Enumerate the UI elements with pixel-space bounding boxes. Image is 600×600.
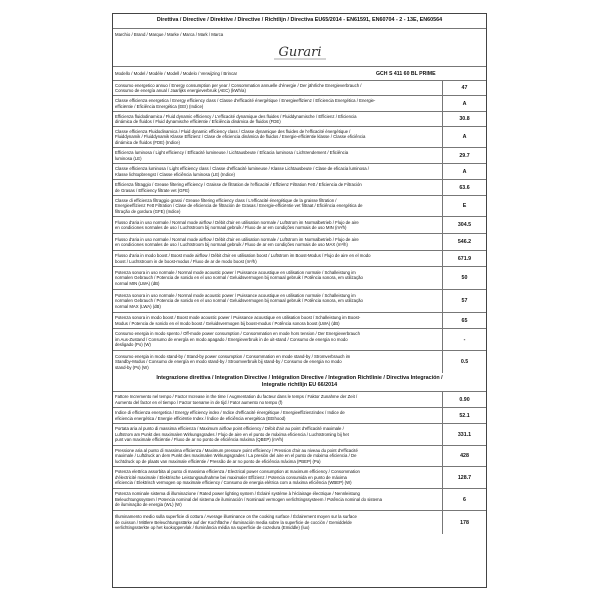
row-label-line: Efficienza luminosa / Light efficiency / Efficacité lumineuse / Lichtausbeute / Eficacia luminosa / Lichtrendement / Eficiência (115, 150, 349, 155)
row-label-line: Aumento del factor en el tiempo / Factor toename in de tijd / Fator aumento no tempo (f) (115, 399, 283, 405)
row-value: 65 (461, 317, 468, 324)
row-label-line: Portata aria al punto di massima efficienza / Maximum airflow point efficiency / Débit d'air au point d'efficacité maximale / (115, 426, 344, 432)
row-label-line: im Aus-Zustand / Consumo de energía en modo apagado / Energieverbruik in de uit-stand / Consumo de energia no modo (115, 336, 348, 342)
row-label (113, 127, 443, 147)
row-label-line: Fattore Incremento nel tempo / Factor Increase in the time / Augmentation du facteur dans le temps / Faktor Zunahme der Zeit / (115, 394, 358, 399)
row-label (113, 424, 443, 445)
row-label-line: Modus / Potencia de sonido en el modo boost / Geluidsvermogen bij boost-modus / Potência sonora boost (LWA) (dB) (115, 320, 340, 326)
row-label-line: normal MIN (LWA) (dB) (115, 280, 160, 286)
row-value: 546.2 (457, 239, 472, 245)
row-label-line: stand-by (Ps) (W) (115, 364, 149, 370)
data-row (113, 234, 486, 251)
data-row (113, 424, 486, 446)
row-label-line: Energieeffizienz Fett Filtration / Clase de eficiencia de filtración de Grasas / Energie-efficiëntie vet filtraat / Eficiência energética de (115, 203, 363, 209)
row-value: 0.90 (459, 396, 470, 403)
row-value: A (462, 100, 467, 107)
row-label (113, 489, 443, 510)
row-label-line: Flusso d'aria in modo boost / Boost mode airflow / Débit d'air en utilisation boost / Luftstrom im Boost-Modus / Flujo de aire en el modo (115, 253, 371, 258)
row-label-line: desligado (Po) (W) (115, 342, 151, 348)
row-label-line: Flusso d'aria in uso normale / Normal mode airflow / Débit d'air en utilisation normale / Luftstrom im Normalbetrieb / Flujo de aire (115, 236, 359, 242)
row-label (113, 267, 443, 289)
row-value: 304.5 (457, 222, 472, 228)
data-row (113, 96, 486, 112)
row-value: 52.1 (459, 412, 470, 419)
row-label (113, 96, 443, 111)
row-label (113, 511, 443, 534)
row-label-line: dinámica de fluidos / Fluid dynamische efficiëntie / Eficiência dinámica de fluidos (FDE) (115, 119, 281, 124)
data-row (113, 511, 486, 534)
row-label-line: Efficienza fluidodinamica / Fluid dynamic efficiency / L'efficacité dynamique des fluides / Fluiddynamische / Efficienz / Eficiencia (115, 113, 357, 119)
row-label-line: eficiencia / Elektrisch vermogen op maximale efficiency / Consumo de energia elétrica com a máxima eficiência (WBEP) (W) (115, 480, 352, 486)
row-label-line: Fluiddynamik / Fluiddynamik Klasse Effizienz / Clase de eficiencia dinámica de fluidos / Energie-efficiëntie klasse / Classe eficiência (115, 134, 366, 140)
row-label-line: Classe di efficienza filtraggio grassi / Grease filtering efficiency class / L'efficacité énergétique de la graisse filtration / (115, 197, 337, 203)
row-label-line: Illuminamento medio sulla superficie di cottura / Average illuminance on the cooking surface / Éclairement moyen sur la surface (115, 514, 357, 520)
model-row (113, 67, 486, 81)
row-value: A (462, 168, 467, 175)
data-row (113, 408, 486, 424)
row-label (113, 180, 443, 195)
data-row (113, 313, 486, 329)
data-row (113, 467, 486, 489)
row-label-line: normal MAX (LWA) (dB) (115, 303, 161, 309)
data-row (113, 290, 486, 313)
row-label-line: Flusso d'aria in uso normale / Normal mode airflow / Débit d'air en utilisation normale / Luftstrom im Normalbetrieb / Flujo de aire (115, 219, 359, 225)
row-label (113, 290, 443, 312)
row-label (113, 196, 443, 216)
row-label-line: Classe efficienza luminosa / Light efficiency class / Classe d'efficacité lumineuse / Klasse Lichtausbeute / Clase de eficacia luminosa / (115, 166, 369, 171)
row-label (113, 351, 443, 373)
model-label: Modello / Model / Modèle / Modell / Modelo / Verwijzing / Brincar (115, 70, 238, 76)
row-value: 47 (461, 85, 468, 91)
row-label (113, 446, 443, 466)
row-label (113, 467, 443, 488)
data-row (113, 196, 486, 217)
row-label-line: de cuisson / Mittlere Beleuchtungsstärke auf der Kochfläche / Iluminación media sobre la superficie de cocción / Gemiddelde (115, 519, 352, 525)
row-label-line: efficiëntie / Eficiência Energética (EEI) (Indice) (115, 103, 204, 109)
row-value: 178 (460, 519, 469, 526)
row-label (113, 112, 443, 126)
data-row (113, 112, 486, 127)
row-value: 63.6 (459, 184, 470, 191)
energy-rows (113, 81, 486, 373)
brand-logo (113, 39, 486, 67)
data-row (113, 164, 486, 180)
integration-header (113, 373, 486, 392)
row-value: - (463, 336, 466, 343)
row-label-line: Consumo energetico annuo / Energy consumption per year / Consommation annuelle d’énergie / Der jährliche Energieverbrauch / (115, 82, 362, 88)
row-label-line: Pressione aria al punto di massima efficienza / Maximum pressure point efficiency / Pression d'air au niveau du point d'efficacité (115, 447, 358, 453)
data-row (113, 446, 486, 467)
row-value: 29.7 (459, 152, 470, 159)
data-row (113, 351, 486, 373)
row-label-line: verlichtingssterkte op het kookoppervlak / Iluminância média na superfície de cozedura (Emiddle) (lux) (115, 525, 310, 531)
row-label-line: luminosa (LE) (115, 155, 142, 161)
row-label (113, 329, 443, 350)
row-label-line: luchtdruck op de plaats van maximale efficiëntie / Pressão de ar no ponto de eficiência máxima (PBEP) (Pa) (115, 458, 321, 464)
row-label-line: Consumo energia in modo stand-by / Stand-by power consumption / Consommation en mode stand-by / Stromverbrauch im (115, 353, 351, 359)
row-label-line: Standby-Modus / Consumo de energía en modo stand-by / Stroomverbruik bij stand-by / Consumo de energia no modo (115, 359, 342, 365)
row-label (113, 217, 443, 233)
gurari-logo-icon (260, 39, 340, 65)
row-label-line: Potenza elettrica assorbita al punto di massima efficienza / Electrical power consumption at maximum efficiency / Consommation (115, 469, 360, 475)
data-row (113, 148, 486, 164)
row-value: E (462, 203, 467, 209)
row-label (113, 234, 443, 250)
row-label-line: eficiencia energética / Energie efficiëntie Index / Índice de eficiência energética (EEIhood) (115, 415, 286, 421)
row-label-line: punt van maximale efficiëntie / Fluxo de ar no ponto de eficiência máxima (QBEP) (m³/h) (115, 437, 284, 443)
row-label (113, 313, 443, 328)
data-row (113, 217, 486, 234)
row-label-line: d'électricité maximale / Elektrische Leistungsaufnahme bei maximaler Effizienz / Potencia consumida en punto de máxima (115, 474, 347, 480)
integration-title-line1: Integrazione direttiva / Integration Directive / Intégration Directive / Integration Richtlinie / Directiva Integración / (156, 374, 443, 381)
row-value: 6 (463, 496, 466, 503)
row-label-line: de Grasas / Efficiency filtrate vet (GFE) (115, 187, 190, 193)
logo-wordmark: Gurari (277, 45, 322, 61)
row-value: 331.1 (457, 431, 472, 438)
data-row (113, 489, 486, 511)
data-row (113, 81, 486, 96)
row-value: 57 (461, 298, 468, 304)
row-label-line: dinámica de fluidos (FDE) (Indice) (115, 139, 180, 145)
row-label-line: Beleuchtungssystem / Potencia nominal del sistema de iluminación / Nominaal vermogen verlichtingssysteem / Potência nominal do sistema (115, 496, 383, 502)
row-label-line: Consumo de energía anual / Jaarlijks energieverbruik (AEC) (kWh/a) (115, 88, 246, 93)
data-row (113, 127, 486, 148)
row-value: 128.7 (457, 474, 472, 481)
row-label (113, 148, 443, 163)
brand-row (113, 29, 486, 67)
data-row (113, 329, 486, 351)
row-label-line: maximale / Luftdruck an dem Punkt des maximalen Wirkungsgrades / La presión del aire en el punto de máxima eficiencia / De (115, 453, 357, 459)
data-row (113, 251, 486, 267)
row-label (113, 408, 443, 423)
row-value: 428 (460, 453, 469, 459)
row-label-line: Potenza sonora in modo boost / Boost mode acoustic power / Puissance acoustique en utilisation boost / Schalleistung im Boost- (115, 315, 361, 320)
integration-rows (113, 392, 486, 534)
row-label (113, 81, 443, 95)
row-value: 0.5 (460, 359, 469, 365)
row-label-line: Classe efficienza energetica / Energy efficiency class / Classe d'efficacité énergétique / Energieeffizienz / Eficiencia Energética / Energie- (115, 98, 376, 103)
row-label (113, 251, 443, 266)
model-value: GCH S 411 60 BL PRIME (376, 70, 436, 77)
row-label-line: Luftstrom am Punkt des maximalen Wirkungsgrades / Flujo de aire en el punto de máxima eficiencia / Luchtstroming bij het (115, 431, 349, 437)
directive-title: Direttiva / Directive / Direktive / Directive / Richtlijn / Directiva EU65/2014 - EN61591, EN60704 - 2 - 13E, EN60564 (156, 17, 443, 24)
row-label (113, 164, 443, 179)
row-label-line: filtração de gordura (GFE) (Indice) (115, 208, 181, 214)
energy-label-sheet (112, 13, 487, 588)
row-label-line: Classe efficienza Fluidodinamica / Fluid dynamic efficiency class / Classe dynamique des fluides de l'efficacité énergétique / (115, 128, 351, 134)
data-row (113, 392, 486, 408)
row-label-line: normalen Gebrauch / Potencia de sonido en el uso normal / Geluidsvermogen bij normaal gebruik / Potência sonora, em utilização (115, 275, 363, 281)
row-label-line: Klasse lichtopbrengst / Classe eficiência luminosa (LE) (Indice) (115, 171, 235, 177)
brand-label: Marchio / Brand / Marque / Marke / Marca / Mark / Marca (115, 32, 224, 37)
directive-header (113, 14, 486, 29)
row-value: 671.9 (457, 255, 472, 262)
row-label-line: boost / Luchtstroom in de boost-modus / Fluxo de ar de modo boost (m³/h) (115, 258, 257, 264)
row-label-line: Potenza sonora in uso normale / Normal mode acoustic power / Puissance acoustique en utilisation normale / Schalleistung im (115, 269, 356, 275)
row-value: 50 (461, 275, 468, 281)
data-row (113, 267, 486, 290)
integration-title-line2: Integratie richtlijn EU 66/2014 (261, 382, 338, 388)
row-label-line: Indice di efficienza energetica / Energy efficiency index / Indice d'efficacité énergétique / Energieeffizienzindex / Indice de (115, 410, 345, 415)
data-row (113, 180, 486, 196)
row-label-line: en condiciones normales de uso / Luchtstroom bij normaal gebruik / Fluxo de ar em condições normais de uso MAX (m³/h) (115, 242, 348, 247)
row-label-line: de iluminação de energia (WL) (W) (115, 502, 182, 508)
row-label-line: en condiciones normales de uso / Luchtstroom bij normaal gebruik / Fluxo de ar em condições normais de uso MIN (m³/h) (115, 225, 347, 230)
row-label-line: Potenza nominale sistema di illuminazione / Rated power lighting system / Éclairé système à l'éclairage électrique / Nennleistung (115, 491, 360, 497)
row-label (113, 392, 443, 407)
row-label-line: Consumo energia in modo spento / Off-mode power consumption / Consommation en mode hors tension / Der Energieverbrauch (115, 331, 360, 337)
row-label-line: Efficienza filtraggio / Grease filtering efficiency / Graisse de filtration de l'efficacité / Effizienz Filtration Fett / Eficiencia de Filtración (115, 182, 362, 187)
row-value: 30.8 (459, 116, 470, 122)
row-label-line: Potenza sonora in uso normale / Normal mode acoustic power / Puissance acoustique en utilisation normale / Schalleistung im (115, 292, 356, 298)
row-value: A (462, 134, 467, 140)
row-label-line: normalen Gebrauch / Potencia de sonido en el uso normal / Geluidsvermogen bij normaal gebruik / Potência sonora, em utilização (115, 298, 363, 304)
